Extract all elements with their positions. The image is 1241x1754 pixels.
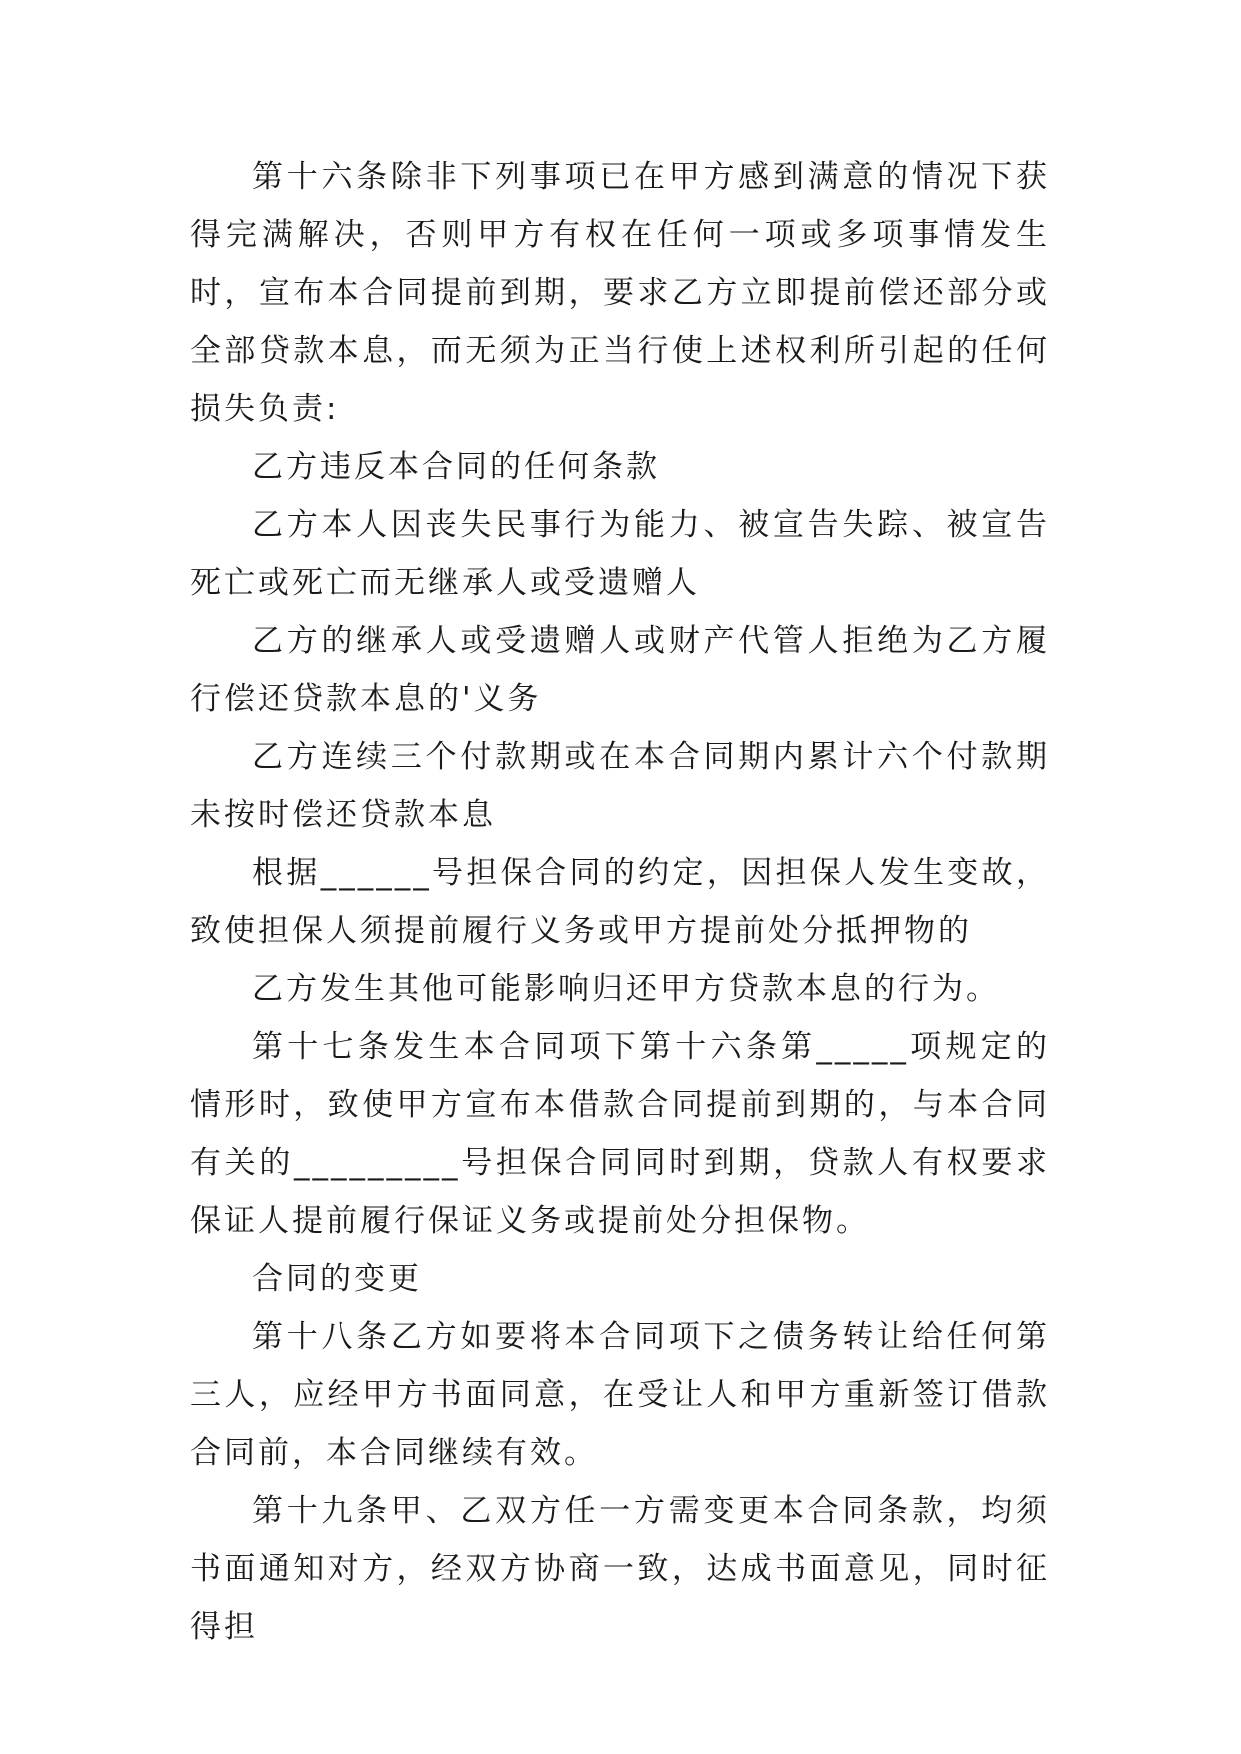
section-heading-contract-change: 合同的变更 <box>252 1261 422 1297</box>
clause-18-paragraph: 第十八条乙方如要将本合同项下之债务转让给任何第三人，应经甲方书面同意，在受让人和甲方重新签订借款合同前，本合同继续有效。 <box>190 1319 1050 1471</box>
document-page <box>190 148 1050 1656</box>
clause-16-paragraph: 第十六条除非下列事项已在甲方感到满意的情况下获得完满解决，否则甲方有权在任何一项或多项事情发生时，宣布本合同提前到期，要求乙方立即提前偿还部分或全部贷款本息，而无须为正当行使上述权利所引起的任何损失负责: <box>190 159 1050 427</box>
clause-16-item-guarantor-change: 根据______号担保合同的约定，因担保人发生变故，致使担保人须提前履行义务或甲方提前处分抵押物的 <box>190 855 1050 949</box>
clause-19-paragraph: 第十九条甲、乙双方任一方需变更本合同条款，均须书面通知对方，经双方协商一致，达成书面意见，同时征得担 <box>190 1493 1050 1645</box>
clause-16-item-missed-payments: 乙方连续三个付款期或在本合同期内累计六个付款期未按时偿还贷款本息 <box>190 739 1050 833</box>
clause-16-item-other-conduct: 乙方发生其他可能影响归还甲方贷款本息的行为。 <box>252 971 1000 1007</box>
clause-16-item-heir-refusal: 乙方的继承人或受遗赠人或财产代管人拒绝为乙方履行偿还贷款本息的'义务 <box>190 623 1050 717</box>
clause-16-item-breach: 乙方违反本合同的任何条款 <box>252 449 660 485</box>
clause-17-paragraph: 第十七条发生本合同项下第十六条第_____项规定的情形时，致使甲方宣布本借款合同提前到期的，与本合同有关的_________号担保合同同时到期，贷款人有权要求保证人提前履行保证义务或提前处分担保物。 <box>190 1029 1050 1239</box>
clause-16-item-incapacity: 乙方本人因丧失民事行为能力、被宣告失踪、被宣告死亡或死亡而无继承人或受遗赠人 <box>190 507 1050 601</box>
